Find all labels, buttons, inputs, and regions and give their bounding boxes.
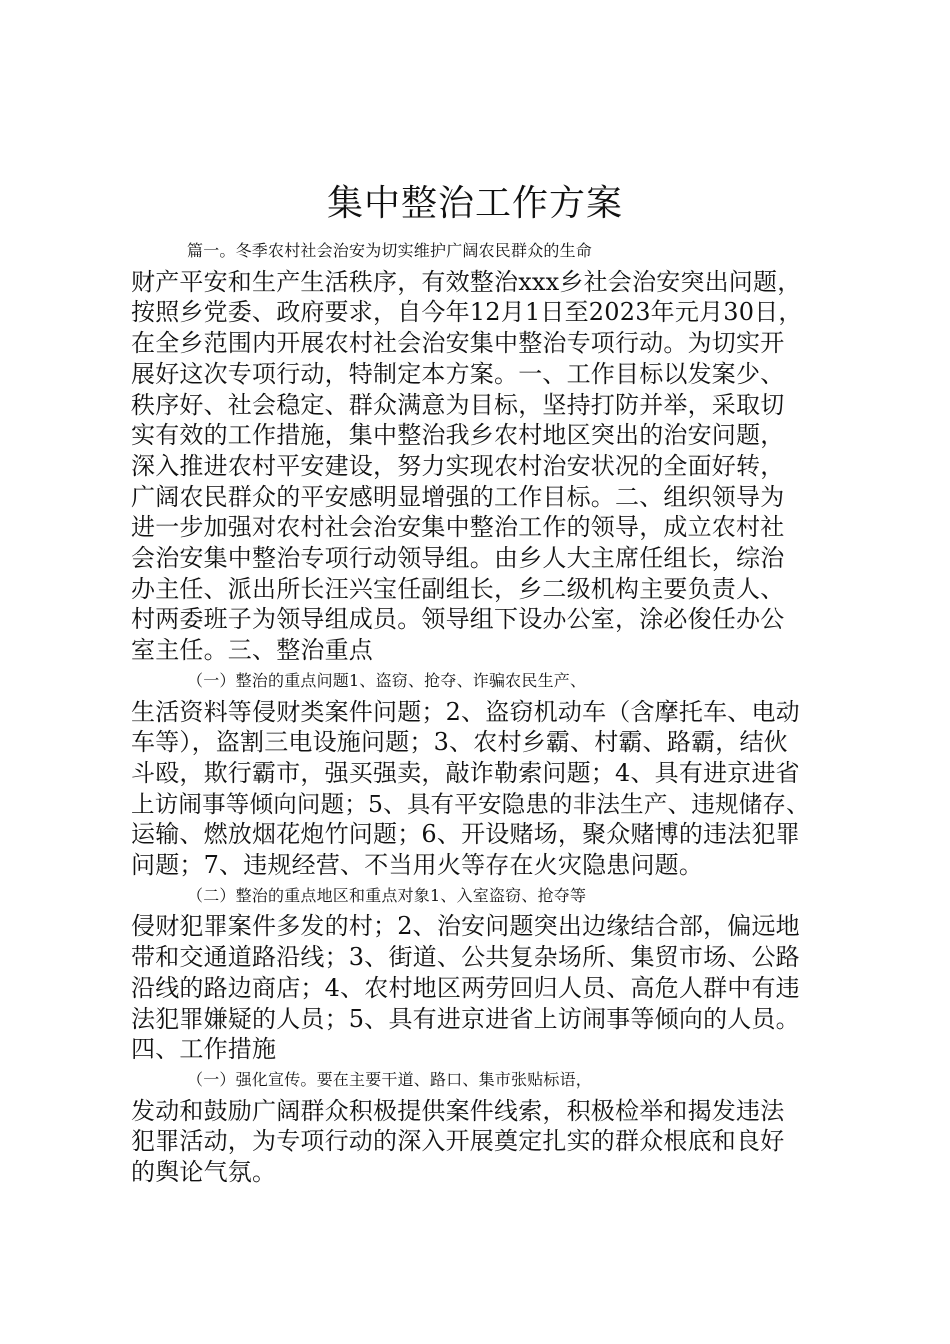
text-line: 进一步加强对农村社会治安集中整治工作的领导，成立农村社 <box>131 513 785 542</box>
text-line: 车等），盗割三电设施问题；3、农村乡霸、村霸、路霸，结伙 <box>131 728 788 757</box>
text-line: 的舆论气氛。 <box>131 1158 277 1187</box>
document-title: 集中整治工作方案 <box>326 183 623 224</box>
text-line: 实有效的工作措施，集中整治我乡农村地区突出的治安问题， <box>131 421 785 450</box>
paragraph-4 <box>131 1065 821 1188</box>
text-line: 犯罪活动，为专项行动的深入开展奠定扎实的群众根底和良好 <box>131 1127 785 1156</box>
paragraph-1 <box>131 236 821 666</box>
text-line: 四、工作措施 <box>131 1035 277 1064</box>
text-line: 篇一。冬季农村社会治安为切实维护广阔农民群众的生命 <box>187 241 593 260</box>
text-line: （二）整治的重点地区和重点对象1、入室盗窃、抢夺等 <box>187 885 587 905</box>
text-line: 广阔农民群众的平安感明显增强的工作目标。二、组织领导为 <box>131 482 785 511</box>
text-line: 问题；7、违规经营、不当用火等存在火灾隐患问题。 <box>131 851 704 880</box>
text-line: 秩序好、社会稳定、群众满意为目标，坚持打防并举，采取切 <box>131 390 785 419</box>
paragraph-2 <box>131 666 821 881</box>
text-line: 按照乡党委、政府要求，自今年12月1日至2023年元月30日， <box>131 298 803 327</box>
text-line: 发动和鼓励广阔群众积极提供案件线索，积极检举和揭发违法 <box>131 1096 785 1125</box>
text-line: 运输、燃放烟花炮竹问题；6、开设赌场，聚众赌博的违法犯罪 <box>131 820 800 849</box>
text-line: 带和交通道路沿线；3、街道、公共复杂场所、集贸市场、公路 <box>131 943 800 972</box>
text-line: 法犯罪嫌疑的人员；5、具有进京进省上访闹事等倾向的人员。 <box>131 1004 800 1033</box>
text-line: （一）强化宣传。要在主要干道、路口、集市张贴标语， <box>187 1069 593 1089</box>
text-line: 上访闹事等倾向问题；5、具有平安隐患的非法生产、违规储存、 <box>131 789 810 818</box>
text-line: 办主任、派出所长汪兴宝任副组长，乡二级机构主要负责人、 <box>131 574 785 603</box>
text-line: 展好这次专项行动，特制定本方案。一、工作目标以发案少、 <box>131 359 785 388</box>
document-body <box>131 236 821 1188</box>
text-line: 生活资料等侵财类案件问题；2、盗窃机动车（含摩托车、电动 <box>131 697 800 726</box>
text-line: 会治安集中整治专项行动领导组。由乡人大主席任组长，综治 <box>131 544 785 573</box>
text-line: 侵财犯罪案件多发的村；2、治安问题突出边缘结合部，偏远地 <box>131 912 800 941</box>
text-line: 村两委班子为领导组成员。领导组下设办公室，涂必俊任办公 <box>131 605 785 634</box>
text-line: 斗殴，欺行霸市，强买强卖，敲诈勒索问题；4、具有进京进省 <box>131 758 800 787</box>
text-line: 财产平安和生产生活秩序，有效整治xxx乡社会治安突出问题， <box>131 267 802 296</box>
text-line: 沿线的路边商店；4、农村地区两劳回归人员、高危人群中有违 <box>131 973 800 1002</box>
text-line: （一）整治的重点问题1、盗窃、抢夺、诈骗农民生产、 <box>187 670 587 690</box>
text-line: 深入推进农村平安建设，努力实现农村治安状况的全面好转， <box>131 451 785 480</box>
paragraph-3 <box>131 881 821 1065</box>
text-line: 室主任。三、整治重点 <box>131 636 373 665</box>
text-line: 在全乡范围内开展农村社会治安集中整治专项行动。为切实开 <box>131 329 785 358</box>
